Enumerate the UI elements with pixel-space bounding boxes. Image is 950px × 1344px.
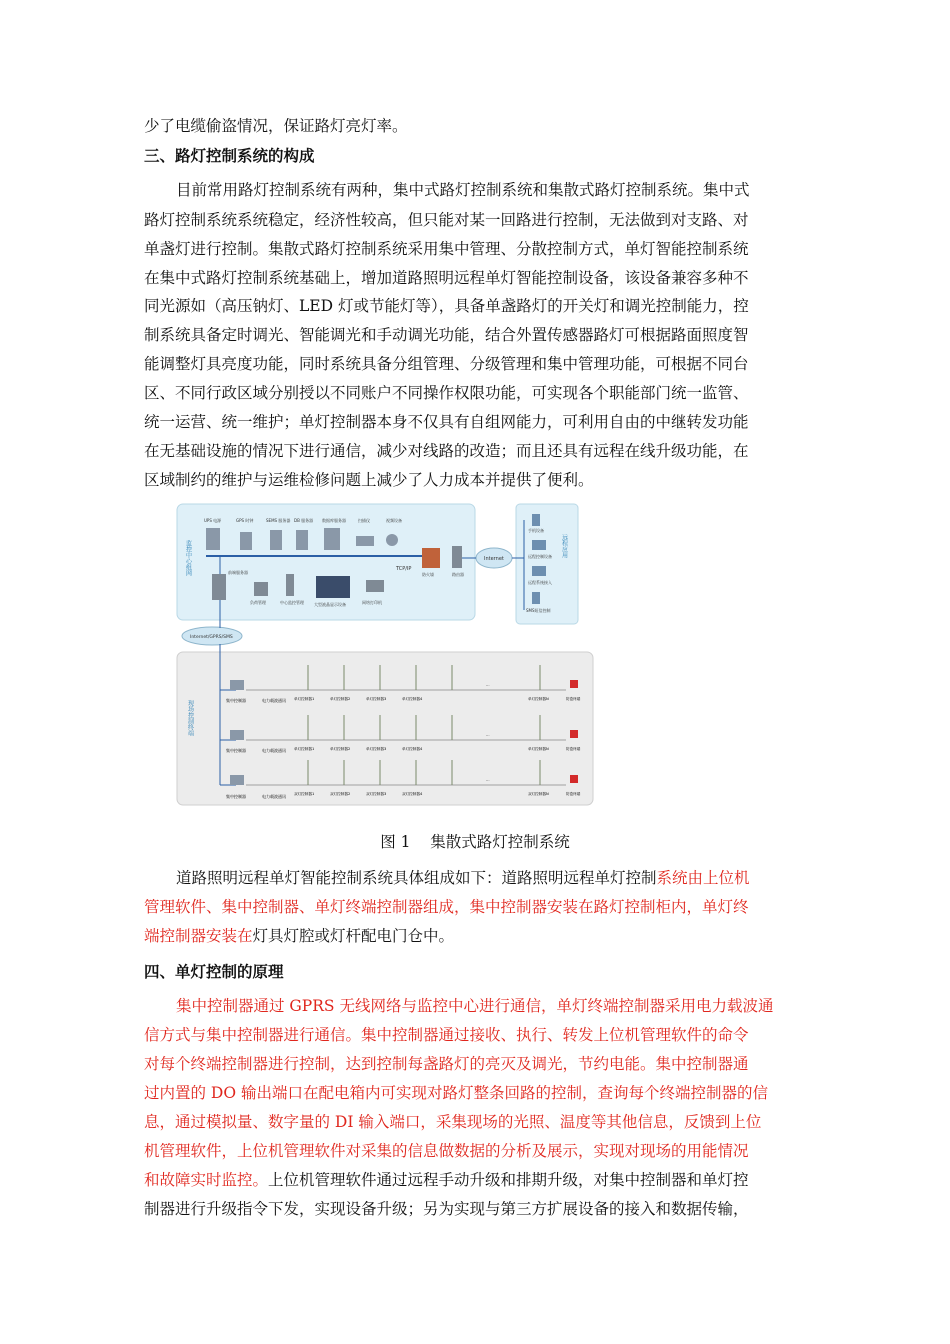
firewall-icon [422,548,440,568]
pc-icon [532,540,546,550]
highlighted-text-line: 信方式与集中控制器进行通信。集中控制器通过接收、执行、转发上位机管理软件的命令 [144,1026,749,1044]
anti-theft-icon [570,680,578,688]
text-run: 上位机管理软件通过远程手动升级和排期升级，对集中控制器和单灯控 [268,1171,749,1189]
device-label: GPS 时钟 [236,518,254,523]
svg-text:防盗终端: 防盗终端 [566,697,581,701]
svg-text:双灯控制器N: 双灯控制器N [528,792,549,796]
body-text-line [144,1170,749,1190]
load-management-icon [254,582,268,596]
device-label: 视频设备 [386,518,402,523]
svg-text:单灯控制器3: 单灯控制器3 [366,747,387,751]
body-text-line: 目前常用路灯控制系统有两种，集中式路灯控制系统和集散式路灯控制系统。集中式 [176,181,750,199]
sms-phone-icon [532,592,540,604]
svg-text:集中控制器: 集中控制器 [226,748,246,753]
body-text-line [144,926,454,946]
device-label: SEMS 服务器 [266,518,291,523]
device-label: 数据库服务器 [322,518,346,523]
database-server-icon [324,528,340,550]
highlighted-text-run: 端控制器安装在 [144,927,253,945]
svg-text:防盗终端: 防盗终端 [566,792,581,796]
body-text-line: 制器进行升级指令下发，实现设备升级；另为实现与第三方扩展设备的接入和数据传输， [144,1200,749,1218]
figure-caption: 图 1 集散式路灯控制系统 [380,833,570,851]
body-text-line: 统一运营、统一维护；单灯控制器本身不仅具有自组网能力，可利用自由的中继转发功能 [144,413,749,431]
device-label: 扫描仪 [358,518,370,523]
svg-text:单灯控制器2: 单灯控制器2 [330,747,351,751]
server-icon [270,530,282,550]
text-run: 灯具灯腔或灯杆配电门仓中。 [252,927,455,945]
db-server-icon [296,530,308,550]
svg-text:…: … [486,778,490,782]
svg-text:双灯控制器4: 双灯控制器4 [402,792,423,796]
svg-text:集中控制器: 集中控制器 [226,698,246,703]
remote-item-label: 远程控制设备 [528,554,552,559]
highlighted-text-line: 管理软件、集中控制器、单灯终端控制器组成，集中控制器安装在路灯控制柜内，单灯终 [144,898,749,916]
body-text-line: 单盏灯进行控制。集散式路灯控制系统采用集中管理、分散控制方式，单灯智能控制系统 [144,240,749,258]
device-label: UPS 电源 [204,518,222,523]
remote-app-label: 远程应用 [560,534,568,558]
remote-item-label: SMS短信控制 [526,608,551,613]
remote-item-label: 远程系统接入 [528,580,552,585]
svg-text:…: … [486,683,490,687]
svg-text:电力载波通讯: 电力载波通讯 [262,794,286,799]
gprs-label: Internet/GPRS/SMS [190,635,233,640]
svg-text:双灯控制器3: 双灯控制器3 [366,792,387,796]
svg-text:双灯控制器1: 双灯控制器1 [294,792,315,796]
body-text-line: 在无基础设施的情况下进行通信，减少对线路的改造；而且还具有远程在线升级功能，在 [144,442,749,460]
tcpip-label: TCP/IP [396,566,412,572]
device-label: 负荷管理 [250,600,266,605]
device-label: 路由器 [452,572,464,577]
body-text-line: 同光源如（高压钠灯、LED 灯或节能灯等），具备单盏路灯的开关灯和调光控制能力，控 [144,297,749,315]
text-run: 道路照明远程单灯智能控制系统具体组成如下：道路照明远程单灯控制 [176,869,657,887]
internet-label: Internet [484,556,504,562]
lcd-display-icon [316,576,350,598]
svg-text:单灯控制器4: 单灯控制器4 [402,747,423,751]
highlighted-text-line: 对每个终端控制器进行控制，达到控制每盏路灯的亮灭及调光，节约电能。集中控制器通 [144,1055,749,1073]
ups-icon [206,528,220,550]
highlighted-text-run: 和故障实时监控。 [144,1171,269,1189]
device-label: 网络打印机 [362,600,382,605]
gps-clock-icon [240,532,252,550]
body-text-line: 少了电缆偷盗情况，保证路灯亮灯率。 [144,117,408,135]
device-label: 前端服务器 [228,570,248,575]
device-label: 防火墙 [422,572,434,577]
front-server-icon [212,574,226,600]
remote-panel [516,504,578,624]
svg-text:单灯控制器2: 单灯控制器2 [330,697,351,701]
svg-text:单灯控制器1: 单灯控制器1 [294,697,315,701]
svg-text:集中控制器: 集中控制器 [226,794,246,799]
highlighted-text-line: 过内置的 DO 输出端口在配电箱内可实现对路灯整条回路的控制，查询每个终端控制器的信 [144,1084,768,1102]
svg-text:单灯控制器3: 单灯控制器3 [366,697,387,701]
body-text-line: 能调整灯具亮度功能，同时系统具备分组管理、分级管理和集中管理功能，可根据不同台 [144,355,749,373]
field-terminal-label: 现场控制终端 [186,700,194,736]
body-text-line: 区、不同行政区域分别授以不同账户不同操作权限功能，可实现各个职能部门统一监管、 [144,384,749,402]
body-text-line: 制系统具备定时调光、智能调光和手动调光功能，结合外置传感器路灯可根据路面照度智 [144,326,749,344]
highlighted-text-line: 集中控制器通过 GPRS 无线网络与监控中心进行通信，单灯终端控制器采用电力载波通 [176,997,774,1015]
highlighted-text-line: 机管理软件，上位机管理软件对采集的信息做数据的分析及展示，实现对现场的用能情况 [144,1142,749,1160]
monitor-kiosk-icon [286,574,294,596]
svg-text:单灯控制器N: 单灯控制器N [528,697,549,701]
body-text-line [176,868,750,888]
svg-text:电力载波通讯: 电力载波通讯 [262,698,286,703]
svg-text:单灯控制器1: 单灯控制器1 [294,747,315,751]
body-text-line: 区域制约的维护与运维检修问题上减少了人力成本并提供了便利。 [144,471,594,489]
highlighted-text-line: 息，通过模拟量、数字量的 DI 输入端口，采集现场的光照、温度等其他信息，反馈到上位 [144,1113,762,1131]
device-label: 大型液晶显示设备 [314,602,346,607]
svg-text:双灯控制器2: 双灯控制器2 [330,792,351,796]
laptop-icon [532,566,546,576]
body-text-line: 路灯控制系统系统稳定，经济性较高，但只能对某一回路进行控制，无法做到对支路、对 [144,211,749,229]
body-text-line: 在集中式路灯控制系统基础上，增加道路照明远程单灯智能控制设备，该设备兼容多种不 [144,269,749,287]
svg-text:单灯控制器4: 单灯控制器4 [402,697,423,701]
phone-icon [532,514,540,526]
printer-icon [366,580,384,592]
router-icon [452,546,462,568]
concentrator-icon [230,730,244,740]
device-label: DB 服务器 [294,518,314,523]
section-heading-4: 四、单灯控制的原理 [144,963,284,981]
concentrator-icon [230,775,244,785]
device-label: 中心监控管理 [280,600,304,605]
scanner-icon [356,536,374,546]
concentrator-icon [230,680,244,690]
monitor-center-label: 监控中心组网 [184,540,192,576]
highlighted-text-run: 系统由上位机 [656,869,750,887]
section-heading-3: 三、路灯控制系统的构成 [144,147,315,165]
svg-text:…: … [486,733,490,737]
anti-theft-icon [570,775,578,783]
camera-icon [386,534,398,546]
system-diagram [176,500,594,808]
svg-text:单灯控制器N: 单灯控制器N [528,747,549,751]
svg-text:电力载波通讯: 电力载波通讯 [262,748,286,753]
remote-item-label: 手机设备 [528,528,544,533]
svg-text:防盗终端: 防盗终端 [566,747,581,751]
anti-theft-icon [570,730,578,738]
